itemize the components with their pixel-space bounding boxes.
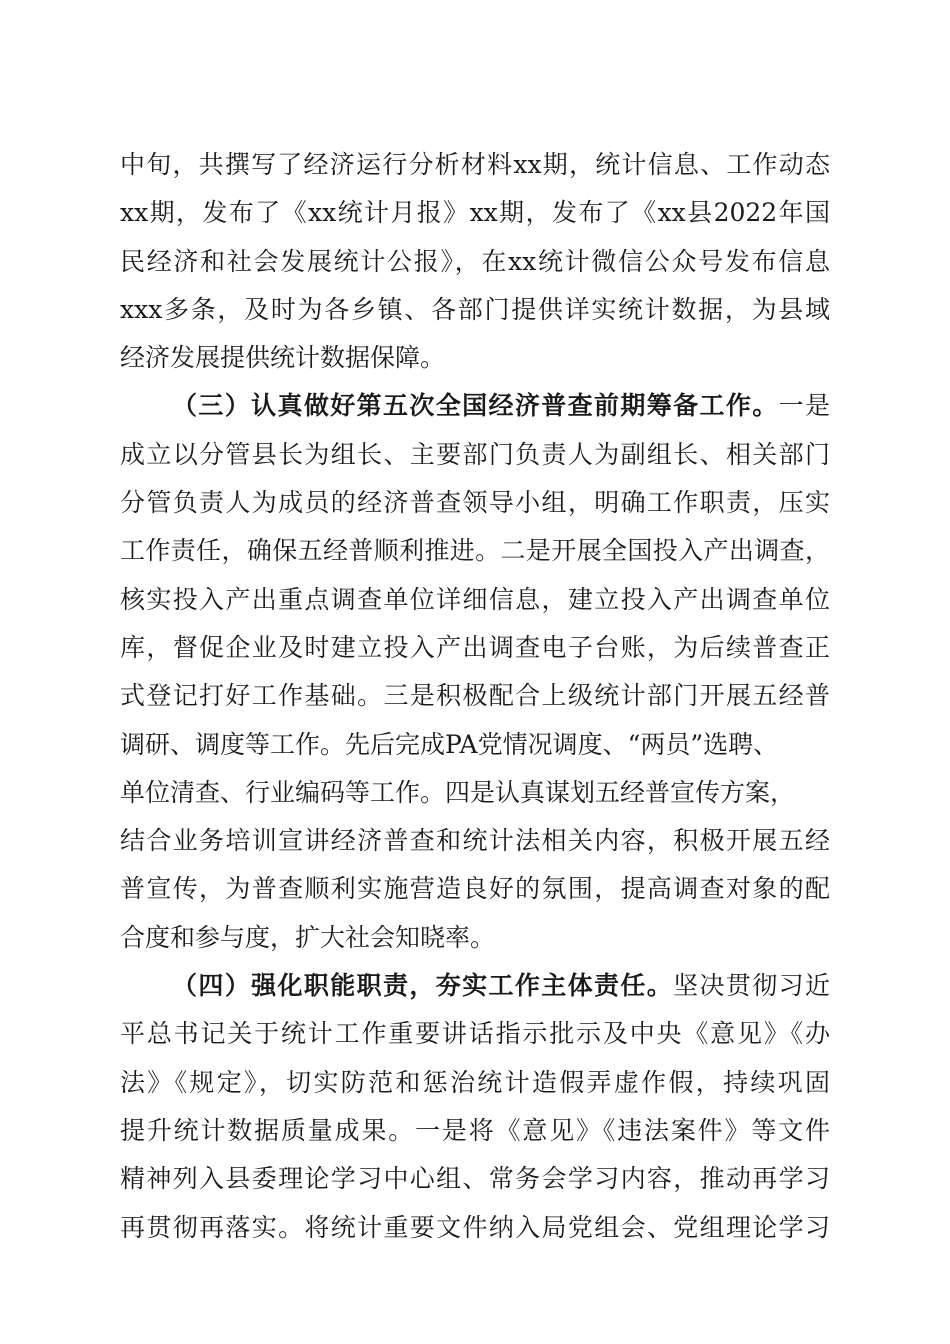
paragraph-statistics-reports	[120, 141, 830, 382]
paragraph-first-line	[120, 382, 830, 430]
text-run: 坚决贯彻习近	[673, 971, 830, 1001]
text-line: 民经济和社会发展统计公报》，在xx统计微信公众号发布信息	[120, 246, 830, 276]
text-line: 分管负责人为成员的经济普查领导小组，明确工作职责，压实	[120, 488, 830, 518]
text-line: 中旬，共撰写了经济运行分析材料xx期，统计信息、工作动态	[120, 150, 830, 179]
text-line: 普宣传，为普查顺利实施营造良好的氛围，提高调查对象的配	[120, 874, 830, 904]
document-body	[120, 141, 830, 1252]
text-line: 提升统计数据质量成果。一是将《意见》《违法案件》等文件	[120, 1115, 830, 1145]
text-line: 再贯彻再落实。将统计重要文件纳入局党组会、党组理论学习	[120, 1212, 830, 1242]
text-line: xxx多条，及时为各乡镇、各部门提供详实统计数据，为县域	[120, 294, 830, 324]
paragraph-strengthen-functions	[120, 962, 830, 1252]
section-heading-4: （四）强化职能职责，夯实工作主体责任。	[172, 971, 674, 1001]
paragraph-first-line	[120, 962, 830, 1010]
text-line: 调研、调度等工作。先后完成PA党情况调度、“两员”选聘、	[120, 729, 779, 759]
text-line: 法》《规定》，切实防范和惩治统计造假弄虚作假，持续巩固	[120, 1067, 830, 1097]
text-line: 经济发展提供统计数据保障。	[120, 343, 446, 373]
text-line: 合度和参与度，扩大社会知晓率。	[120, 922, 496, 952]
text-line: 工作责任，确保五经普顺利推进。二是开展全国投入产出调查，	[120, 536, 830, 566]
text-line: 平总书记关于统计工作重要讲话指示批示及中央《意见》《办	[120, 1019, 830, 1049]
text-line: 式登记打好工作基础。三是积极配合上级统计部门开展五经普	[120, 681, 830, 711]
text-line: 单位清查、行业编码等工作。四是认真谋划五经普宣传方案，	[120, 777, 796, 807]
text-line: 结合业务培训宣讲经济普查和统计法相关内容，积极开展五经	[120, 826, 830, 856]
text-line: 核实投入产出重点调查单位详细信息，建立投入产出调查单位	[120, 584, 830, 614]
text-line: 成立以分管县长为组长、主要部门负责人为副组长、相关部门	[120, 439, 830, 469]
text-run: 一是	[778, 391, 830, 421]
section-heading-3: （三）认真做好第五次全国经济普查前期筹备工作。	[172, 391, 779, 421]
text-line: 精神列入县委理论学习中心组、常务会学习内容，推动再学习	[120, 1164, 830, 1194]
text-line: xx期，发布了《xx统计月报》xx期，发布了《xx县2022年国	[120, 198, 830, 228]
paragraph-economic-census-preparation	[120, 382, 830, 962]
text-line: 库，督促企业及时建立投入产出调查电子台账，为后续普查正	[120, 632, 830, 662]
